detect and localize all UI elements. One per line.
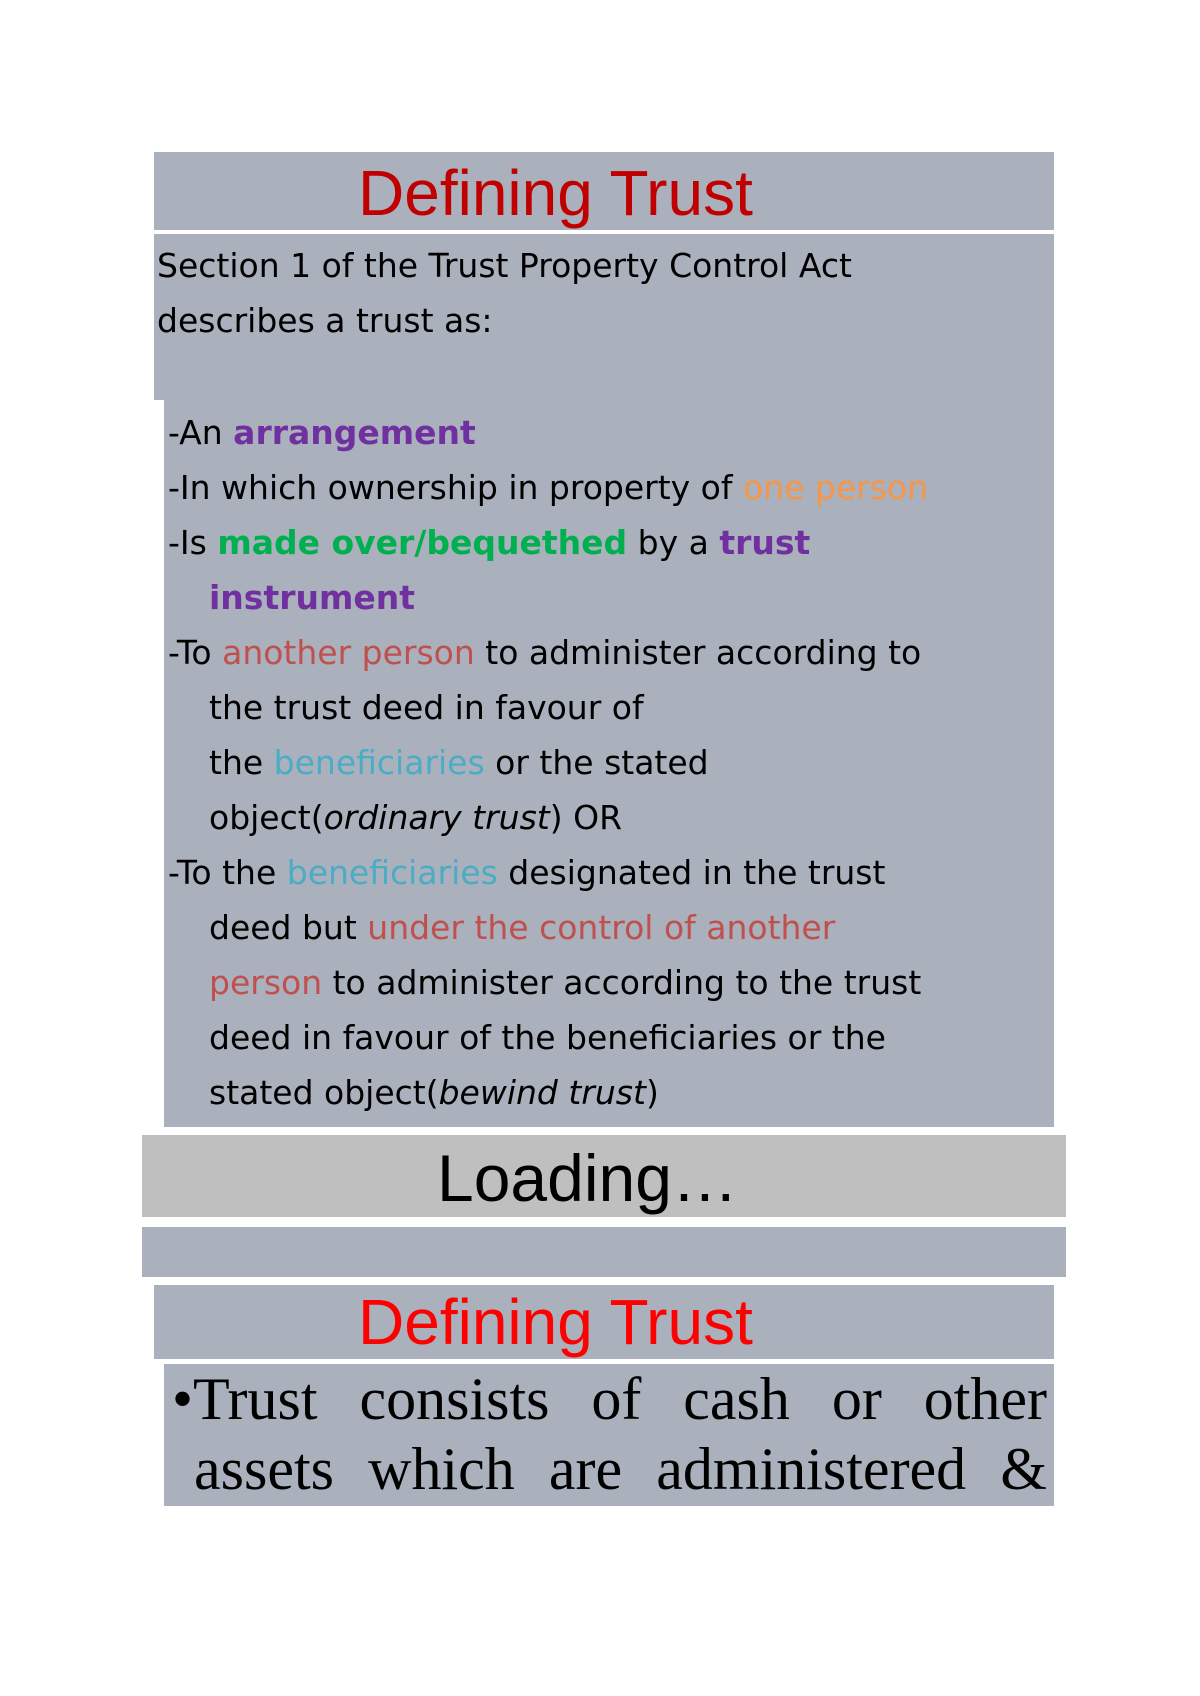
text-run: )	[645, 1073, 659, 1112]
text-run: the	[209, 743, 274, 782]
slide1-title-bar	[154, 152, 1054, 230]
highlight-person: person	[209, 963, 323, 1002]
text-run: ) OR	[549, 798, 623, 837]
text-run: designated in the trust	[497, 853, 886, 892]
slide2-line: assets which are administered &	[194, 1436, 1047, 1502]
highlight-one-person: one person	[742, 468, 928, 507]
definition-line	[168, 735, 928, 790]
definition-line	[168, 900, 928, 955]
slide2-title: Defining Trust	[358, 1286, 753, 1358]
highlight-trust: trust	[719, 523, 811, 562]
highlight-instrument: instrument	[209, 578, 416, 617]
text-run: by a	[627, 523, 720, 562]
loading-text: Loading…	[437, 1141, 738, 1215]
text-run: stated object(	[209, 1073, 439, 1112]
definition-line	[168, 1010, 928, 1065]
slide1-definition-panel	[164, 400, 1054, 1127]
definition-line	[168, 680, 928, 735]
definition-line	[168, 460, 928, 515]
text-run: the trust deed in favour of	[209, 688, 644, 727]
slide2-title-bar	[154, 1285, 1054, 1359]
definition-line	[168, 515, 928, 570]
text-run: or the stated	[484, 743, 709, 782]
text-run: deed but	[209, 908, 368, 947]
text-run: -An	[168, 413, 234, 452]
highlight-another-person: another person	[222, 633, 475, 672]
definition-line	[168, 405, 928, 460]
intro-line: describes a trust as:	[157, 301, 493, 340]
text-run: to administer according to	[474, 633, 922, 672]
slide2-line: •Trust consists of cash or other	[172, 1366, 1047, 1432]
definition-line	[168, 845, 928, 900]
italic-bewind-trust: bewind trust	[438, 1073, 646, 1112]
separator-bar	[142, 1227, 1066, 1277]
definition-line	[168, 955, 928, 1010]
highlight-under-control: under the control of another	[367, 908, 836, 947]
definition-line	[168, 790, 928, 845]
slide1-intro-panel	[154, 234, 1054, 400]
highlight-beneficiaries: beneficiaries	[286, 853, 498, 892]
highlight-made-over: made over/bequethed	[217, 523, 628, 562]
italic-ordinary-trust: ordinary trust	[323, 798, 550, 837]
text-run: to administer according to the trust	[322, 963, 922, 1002]
loading-banner	[142, 1135, 1066, 1217]
definition-list	[168, 405, 928, 1120]
slide2-body-text	[172, 1364, 1047, 1504]
definition-line	[168, 625, 928, 680]
text-run: -To the	[168, 853, 287, 892]
text-run: -Is	[168, 523, 218, 562]
text-run: -To	[168, 633, 223, 672]
slide2-body-panel	[164, 1364, 1054, 1506]
highlight-beneficiaries: beneficiaries	[273, 743, 485, 782]
text-run: deed in favour of the beneficiaries or the	[209, 1018, 886, 1057]
text-run: -In which ownership in property of	[168, 468, 743, 507]
slide1-intro-text	[157, 238, 852, 348]
text-run: object(	[209, 798, 324, 837]
definition-line	[168, 570, 928, 625]
highlight-arrangement: arrangement	[233, 413, 476, 452]
definition-line	[168, 1065, 928, 1120]
slide1-title: Defining Trust	[358, 157, 753, 229]
intro-line: Section 1 of the Trust Property Control Act	[157, 246, 852, 285]
